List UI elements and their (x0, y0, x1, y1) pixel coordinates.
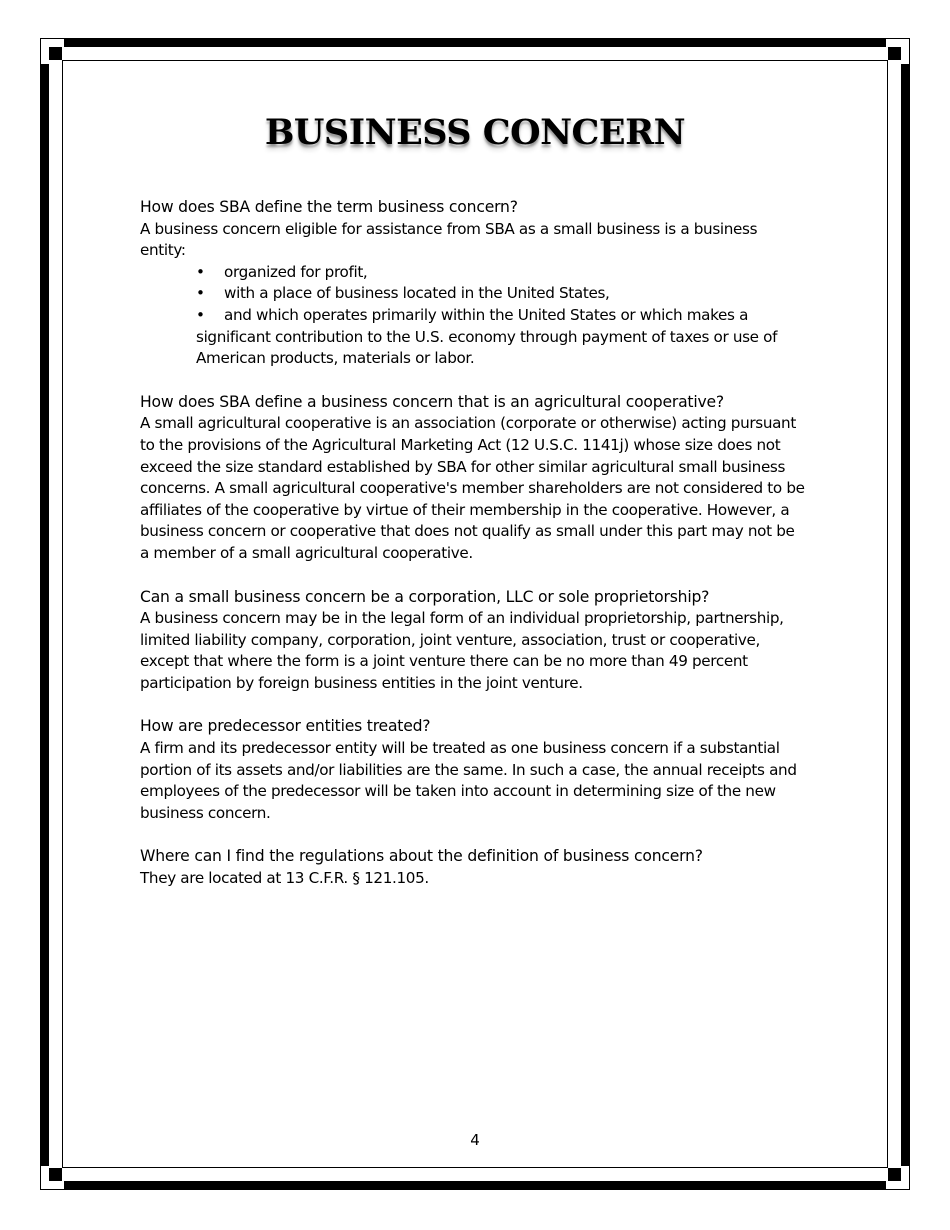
list-item (196, 305, 805, 370)
criteria-list (140, 262, 805, 370)
list-item (196, 283, 805, 305)
border-corner-top-right (888, 47, 901, 60)
section-agricultural-cooperative (140, 392, 805, 565)
section-answer: A small agricultural cooperative is an association (corporate or otherwise) acting pursuant to the provisions of the Agricultural Marketing Act (12 U.S.C. 1141j) whose size does not exceed the size standard established by SBA for other similar agricultural small business concerns. A small agricultural cooperative's member shareholders are not considered to be affiliates of the cooperative by virtue of their membership in the cooperative. However, a business concern or cooperative that does not qualify as small under this part may not be a member of a small agricultural cooperative. (140, 414, 805, 562)
page-number: 4 (470, 1131, 480, 1149)
border-bar-bottom (64, 1181, 886, 1190)
list-item-text: organized for profit, (224, 262, 368, 281)
section-regulations (140, 846, 805, 889)
bullet-icon: • (196, 305, 205, 324)
section-question: How does SBA define the term business concern? (140, 198, 518, 216)
section-business-concern-definition (140, 197, 805, 370)
list-item (196, 262, 805, 284)
section-answer: A business concern eligible for assistance from SBA as a small business is a business entity: (140, 219, 758, 260)
section-answer: They are located at 13 C.F.R. § 121.105. (140, 869, 429, 888)
section-legal-form (140, 587, 805, 695)
list-item-text: with a place of business located in the United States, (224, 284, 610, 303)
border-bar-left (40, 64, 49, 1166)
border-corner-top-left (49, 47, 62, 60)
section-question: Where can I find the regulations about the definition of business concern? (140, 847, 703, 866)
section-answer: A business concern may be in the legal form of an individual proprietorship, partnership, limited liability company, corporation, joint venture, association, trust or cooperative, except that where the form is a joint venture there can be no more than 49 percent participation by foreign business entities in the joint venture. (140, 609, 784, 692)
bullet-icon: • (196, 284, 205, 303)
page-title: BUSINESS CONCERN (264, 112, 686, 153)
bullet-icon: • (196, 262, 205, 281)
border-bar-top (64, 38, 886, 47)
border-corner-bottom-right (888, 1168, 901, 1181)
section-answer: A firm and its predecessor entity will be treated as one business concern if a substantial portion of its assets and/or liabilities are the same. In such a case, the annual receipts and employees of the predecessor will be taken into account in determining size of the new business concern. (140, 739, 797, 822)
section-predecessor-entities (140, 716, 805, 824)
section-question: Can a small business concern be a corporation, LLC or sole proprietorship? (140, 587, 710, 606)
border-corner-bottom-left (49, 1168, 62, 1181)
list-item-text: and which operates primarily within the United States or which makes a significant contribution to the U.S. economy through payment of taxes or use of American products, materials or labor. (196, 305, 778, 368)
document-body (140, 197, 805, 890)
border-bar-right (901, 64, 910, 1166)
section-question: How does SBA define a business concern that is an agricultural cooperative? (140, 392, 724, 411)
section-question: How are predecessor entities treated? (140, 717, 431, 736)
